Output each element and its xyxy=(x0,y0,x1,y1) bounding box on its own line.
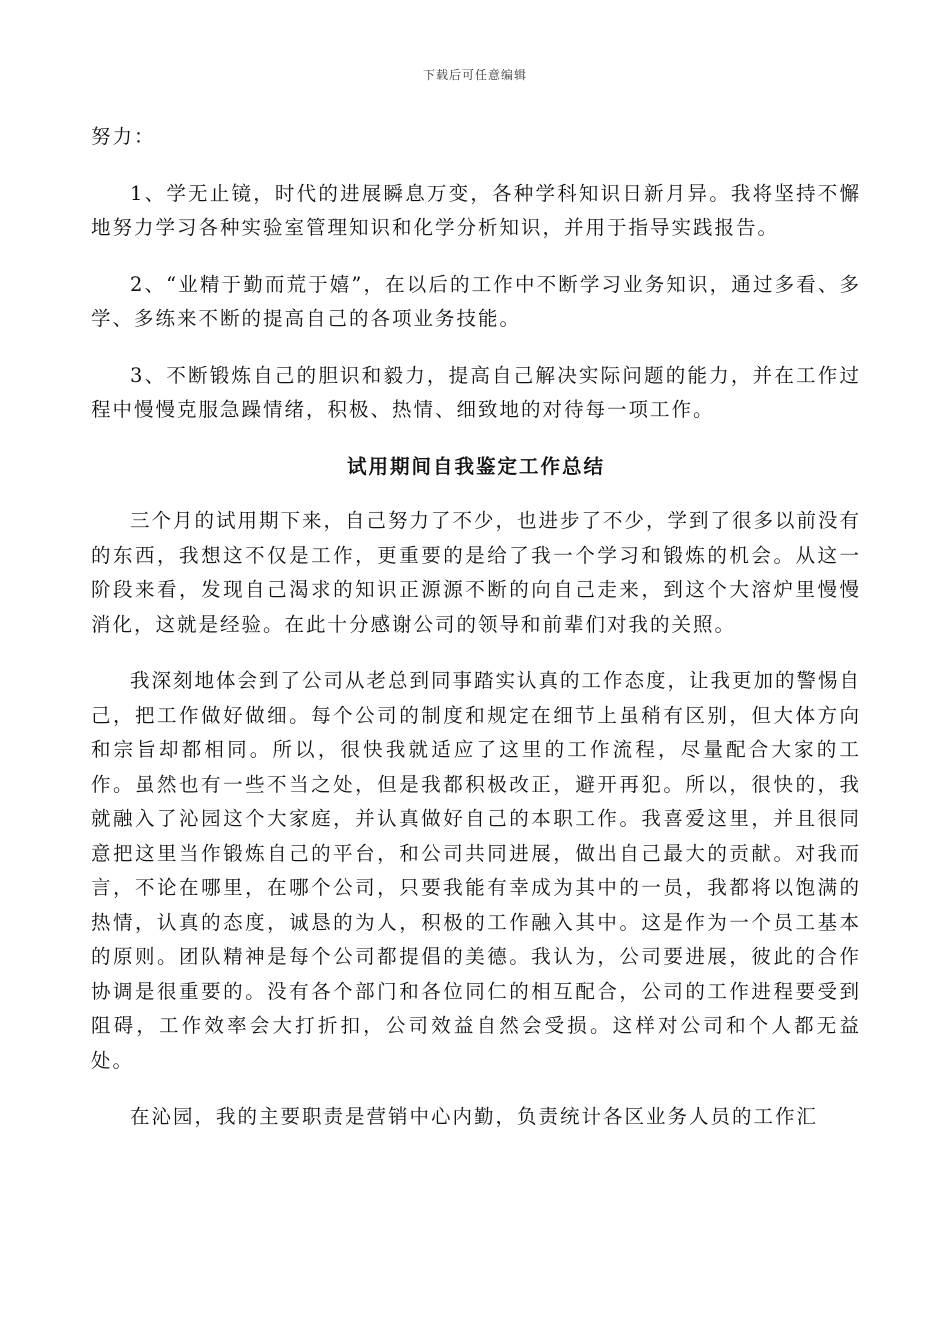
paragraph-3: 在沁园，我的主要职责是营销中心内勤，负责统计各区业务人员的工作汇 xyxy=(130,1105,819,1128)
lead-text: 努力： xyxy=(91,125,156,148)
list-item-2: 2、“业精于勤而荒于嬉”，在以后的工作中不断学习业务知识，通过多看、多学、多练来不断的提高自己的各项业务技能。 xyxy=(91,272,861,330)
header-note: 下载后可任意编辑 xyxy=(422,68,527,82)
list-item-3: 3、不断锻炼自己的胆识和毅力，提高自己解决实际问题的能力，并在工作过程中慢慢克服急躁情绪，积极、热情、细致地的对待每一项工作。 xyxy=(91,363,861,421)
section-title: 试用期间自我鉴定工作总结 xyxy=(346,454,605,478)
list-item-1: 1、学无止镜，时代的进展瞬息万变，各种学科知识日新月异。我将坚持不懈地努力学习各种实验室管理知识和化学分析知识，并用于指导实践报告。 xyxy=(91,181,861,239)
paragraph-1: 三个月的试用期下来，自己努力了不少，也进步了不少，学到了很多以前没有的东西，我想这不仅是工作，更重要的是给了我一个学习和锻炼的机会。从这一阶段来看，发现自己渴求的知识正源源不断的向自己走来，到这个大溶炉里慢慢消化，这就是经验。在此十分感谢公司的领导和前辈们对我的关照。 xyxy=(91,509,862,636)
paragraph-2: 我深刻地体会到了公司从老总到同事踏实认真的工作态度，让我更加的警惕自己，把工作做好做细。每个公司的制度和规定在细节上虽稍有区别，但大体方向和宗旨却都相同。所以，很快我就适应了这里的工作流程，尽量配合大家的工作。虽然也有一些不当之处，但是我都积极改正，避开再犯。所以，很快的，我就融入了沁园这个大家庭，并认真做好自己的本职工作。我喜爱这里，并且很同意把这里当作锻炼自己的平台，和公司共同进展，做出自己最大的贡献。对我而言，不论在哪里，在哪个公司，只要我能有幸成为其中的一员，我都将以饱满的热情，认真的态度，诚恳的为人，积极的工作融入其中。这是作为一个员工基本的原则。团队精神是每个公司都提倡的美德。我认为，公司要进展，彼此的合作协调是很重要的。没有各个部门和各位同仁的相互配合，公司的工作进程要受到阻碍，工作效率会大打折扣，公司效益自然会受损。这样对公司和个人都无益处。 xyxy=(91,669,862,1072)
document-body xyxy=(91,120,861,1157)
